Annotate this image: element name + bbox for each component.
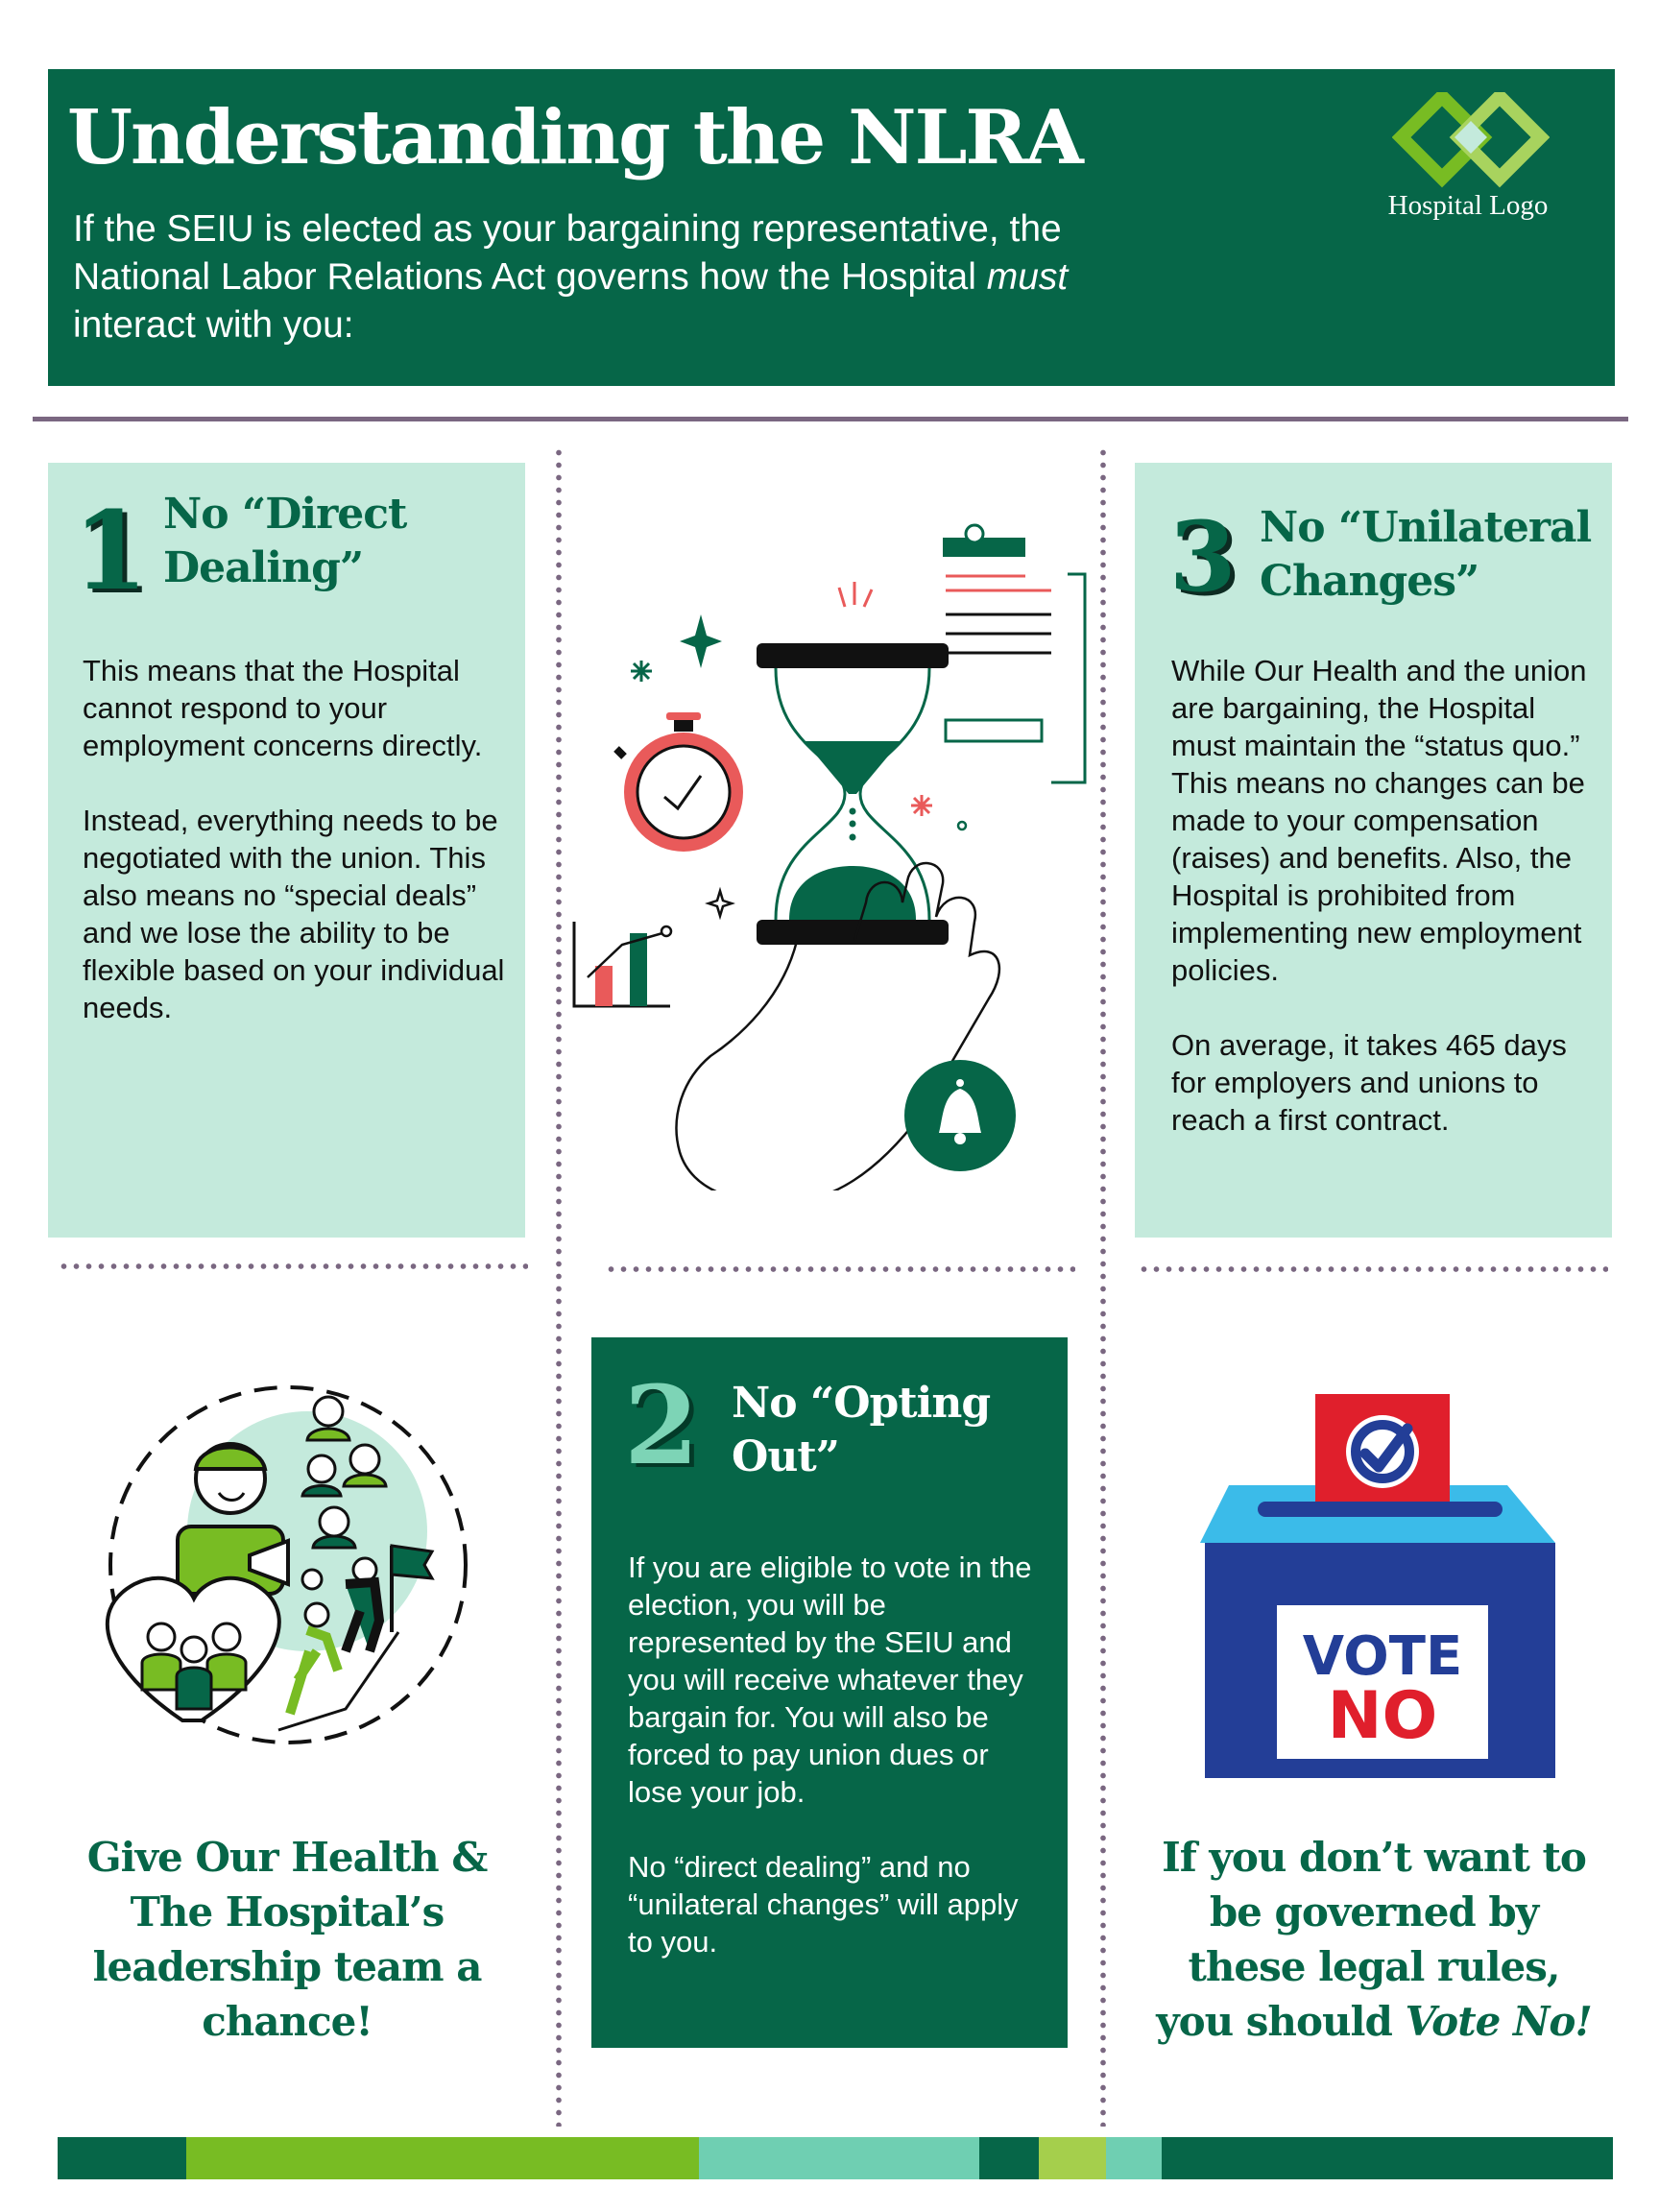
right-tagline-line: these legal rules, [1188, 1943, 1560, 1990]
card2-heading-line2: Out” [732, 1432, 839, 1481]
card1-paragraph: Instead, everything needs to be negotiated with the union. This also means no “special deals” and we lose the ability to be flexible based on your individual needs. [83, 804, 505, 1024]
card2-paragraph: If you are eligible to vote in the election, you will be represented by the SEIU and you will receive whatever they bargain for. You will also be forced to pay union dues or lose your job. [628, 1551, 1032, 1809]
heart-family-icon [108, 1578, 279, 1720]
page-title: Understanding the NLRA [67, 94, 1082, 181]
hourglass-hand-illustration [566, 518, 1094, 1190]
sparkle-icon [631, 661, 652, 682]
card3-paragraph: While Our Health and the union are bargaining, the Hospital must maintain the “status quo.” This means no changes can be made to your compensation (raises) and benefits. Also, the Hospital is prohibited from implementing new employment policies. [1171, 654, 1587, 987]
intro-text-emphasis: must [986, 256, 1069, 298]
bell-icon [904, 1060, 1016, 1171]
hospital-logo-icon [1392, 92, 1550, 198]
left-tagline-line: leadership team a [92, 1943, 482, 1990]
team-illustration [86, 1363, 490, 1767]
vote-label: VOTE [1302, 1625, 1463, 1688]
footer-bar-segment [58, 2137, 186, 2179]
intro-text-end: interact with you: [73, 304, 354, 346]
card1-body [83, 652, 505, 1064]
right-tagline-emphasis: Vote No! [1405, 1998, 1592, 2045]
horizontal-divider-center [605, 1266, 1075, 1272]
footer-bar-segment [1106, 2137, 1162, 2179]
left-tagline [50, 1830, 524, 2049]
card1-paragraph: This means that the Hospital cannot respond to your employment concerns directly. [83, 654, 483, 762]
card2-paragraph: No “direct dealing” and no “unilateral changes” will apply to you. [628, 1850, 1019, 1959]
intro-text-start: If the SEIU is elected as your bargaining representative, the National Labor Relations Act governs how the Hospital [73, 208, 1062, 298]
bar-chart-icon [574, 922, 671, 1006]
footer-bar-segment [699, 2137, 979, 2179]
left-tagline-line: chance! [202, 1998, 373, 2045]
card2-heading-line1: No “Opting [732, 1379, 991, 1428]
vertical-divider-right [1100, 446, 1106, 2127]
right-tagline [1135, 1830, 1613, 2049]
sparkle-icon [680, 614, 722, 668]
right-tagline-line: If you don’t want to [1162, 1834, 1586, 1881]
footer-bar-segment [186, 2137, 699, 2179]
card1-heading-line2: Dealing” [163, 543, 364, 592]
horizontal-divider-right [1138, 1266, 1608, 1272]
horizontal-divider-left [58, 1263, 528, 1269]
stopwatch-icon [616, 712, 743, 852]
card2-heading [732, 1377, 1058, 1484]
footer-bar-segment [1162, 2137, 1613, 2179]
card1-number: 1 [73, 489, 148, 614]
vertical-divider-left [556, 446, 562, 2127]
card3-heading-line2: Changes” [1260, 557, 1479, 606]
card3-number: 3 [1169, 500, 1237, 613]
card3-heading [1260, 501, 1605, 609]
card1-heading [163, 488, 518, 595]
card3-heading-line1: No “Unilateral [1260, 503, 1592, 552]
card3-body [1171, 652, 1594, 1176]
right-tagline-line [1135, 1994, 1613, 2049]
header-divider [33, 417, 1628, 421]
footer-bar-segment [979, 2137, 1039, 2179]
hospital-logo-text: Hospital Logo [1387, 190, 1549, 221]
no-label: NO [1327, 1678, 1438, 1754]
footer-bar-segment [1039, 2137, 1106, 2179]
card2-body [628, 1549, 1046, 1998]
card2-number: 2 [624, 1363, 699, 1489]
footer-color-bar [58, 2137, 1613, 2179]
left-tagline-line: The Hospital’s [130, 1888, 445, 1936]
card1-heading-line1: No “Direct [163, 490, 407, 539]
intro-text [73, 205, 1091, 349]
clipboard-icon [943, 525, 1085, 782]
left-tagline-line: Give Our Health & [86, 1834, 488, 1881]
right-tagline-line: be governed by [1209, 1888, 1539, 1936]
sparkle-icon [911, 795, 932, 816]
card3-paragraph: On average, it takes 465 days for employers and unions to reach a first contract. [1171, 1028, 1567, 1137]
right-tagline-prefix: you should [1156, 1998, 1406, 2045]
hourglass-icon [757, 582, 949, 945]
